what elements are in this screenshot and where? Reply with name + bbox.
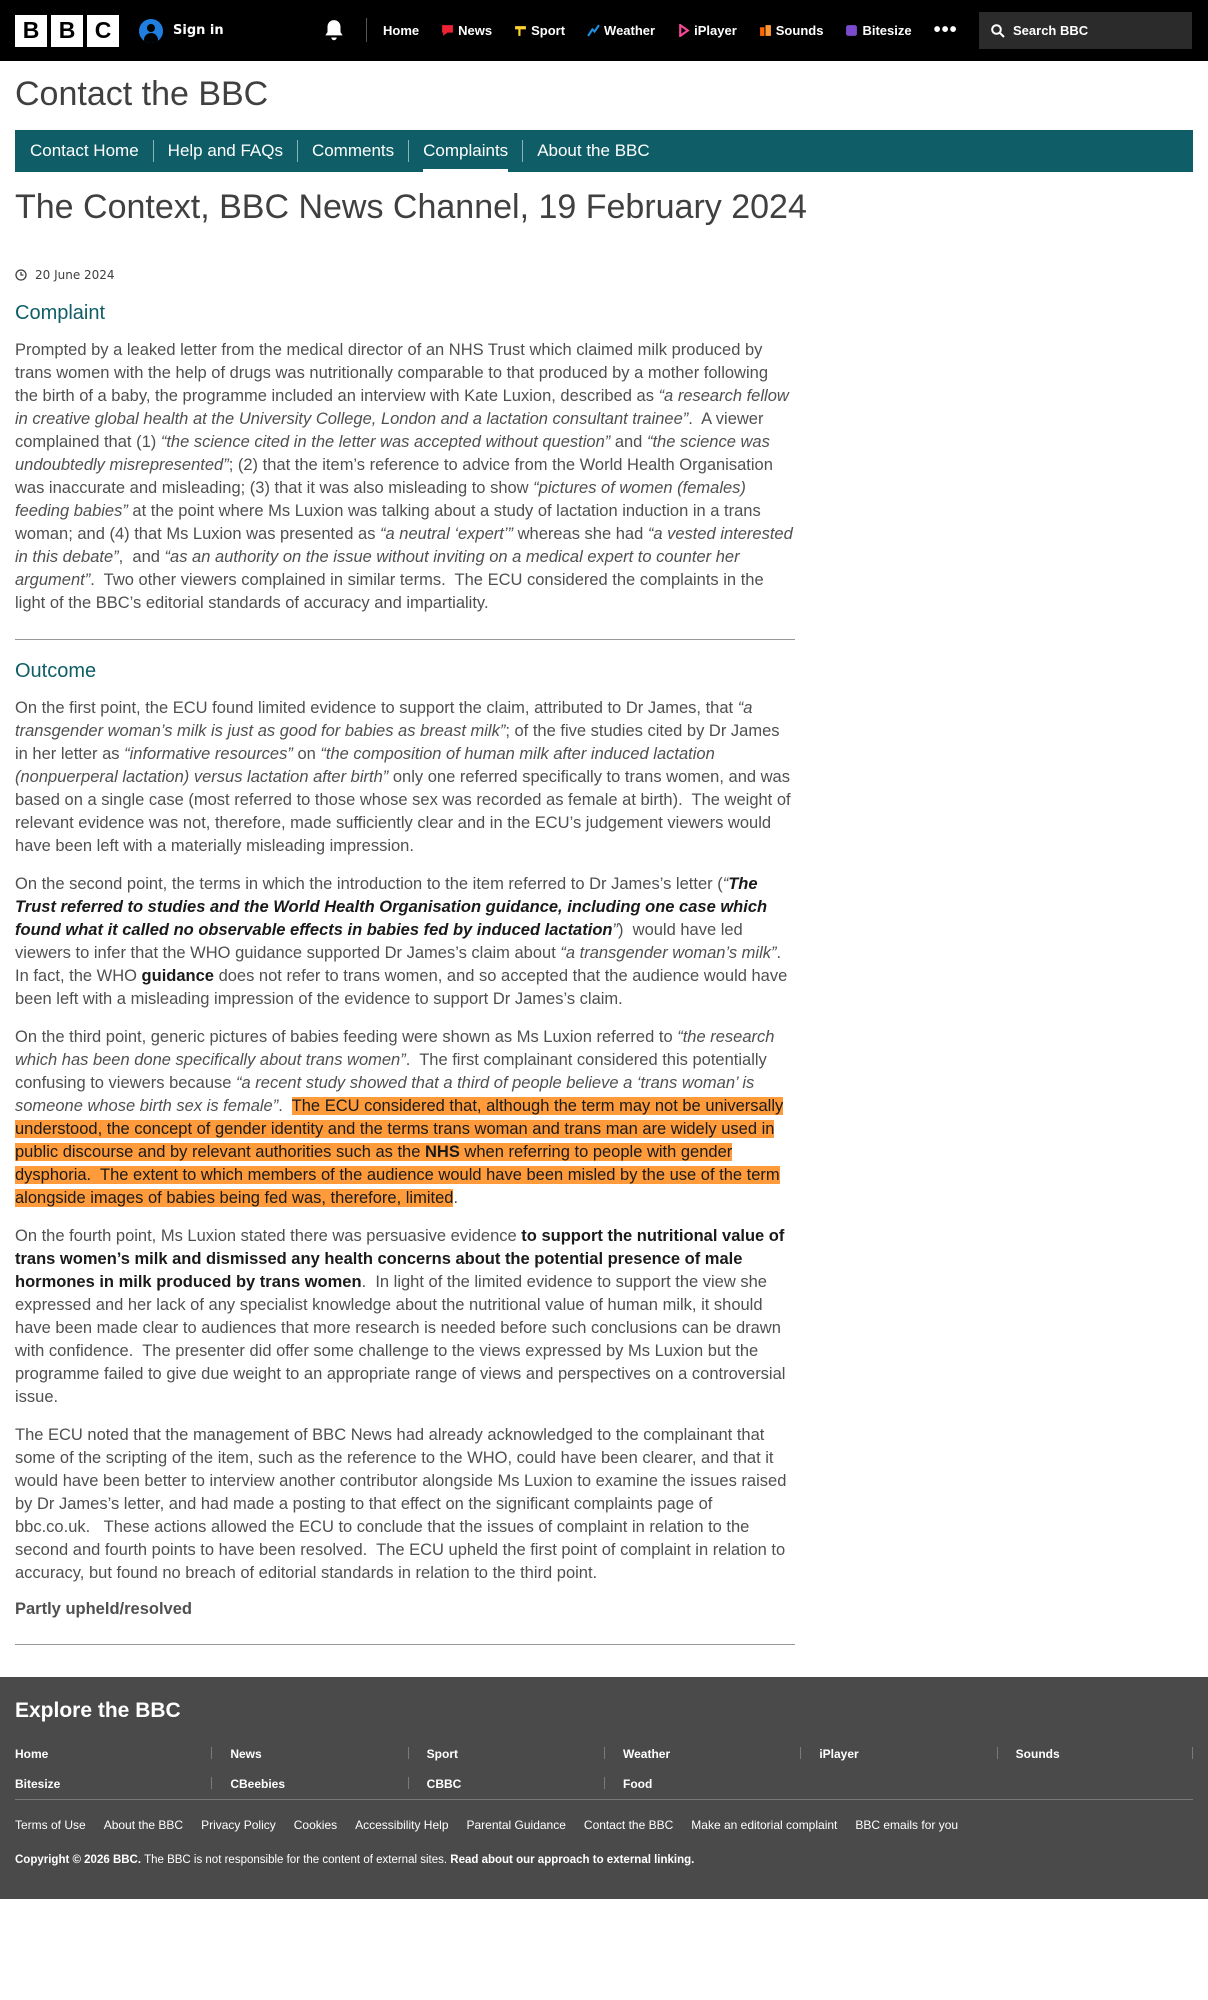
footer-link-parental[interactable]: Parental Guidance (466, 1818, 566, 1832)
footer-link-about[interactable]: About the BBC (103, 1818, 184, 1832)
explore-sport[interactable]: Sport (408, 1747, 604, 1759)
subnav-about-bbc[interactable]: About the BBC (537, 141, 650, 160)
nav-iplayer[interactable] (677, 23, 737, 38)
masthead (0, 0, 1208, 61)
explore-bitesize[interactable]: Bitesize (15, 1777, 61, 1791)
article-body (15, 302, 795, 1645)
explore-cbeebies[interactable]: CBeebies (211, 1777, 407, 1789)
explore-empty (997, 1777, 1193, 1789)
publish-date (15, 268, 1193, 282)
footer-link-emails[interactable]: BBC emails for you (855, 1818, 959, 1832)
footer-link-contact[interactable]: Contact the BBC (583, 1818, 674, 1832)
subnav-contact-home[interactable]: Contact Home (30, 140, 154, 162)
footer-link-cookies[interactable]: Cookies (293, 1818, 338, 1832)
highlighted-text: The ECU considered that, although the term may not be universally understood, the concept of gender identity and the terms trans woman and trans man are widely used in public discourse and by relevant authorities such as the NHS when referring to people with gender dysphoria. The extent to which members of the audience would have been misled by the use of the term alongside images of babies being fed was, therefore, limited (15, 1097, 784, 1207)
logo-letter: C (87, 15, 119, 47)
search-icon (991, 24, 1005, 38)
explore-cbbc[interactable]: CBBC (408, 1777, 604, 1789)
section-divider (15, 639, 795, 640)
news-icon (441, 24, 454, 37)
sign-in-label: Sign in (173, 23, 224, 38)
explore-home[interactable]: Home (15, 1747, 49, 1761)
sign-in-link[interactable] (139, 19, 224, 43)
search-placeholder: Search BBC (1013, 23, 1089, 38)
sounds-icon (759, 24, 772, 37)
footer-link-privacy[interactable]: Privacy Policy (201, 1818, 276, 1832)
nav-divider (366, 18, 367, 42)
nav-sport[interactable] (514, 23, 565, 38)
complaint-paragraph: Prompted by a leaked letter from the medical director of an NHS Trust which claimed milk produced by trans women with the help of drugs was nutritionally comparable to that produced by a mother following the birth of a baby, the programme included an interview with Kate Luxion, described as “a research fellow in creative global health at the University College, London and a lactation consultant trainee”. A viewer complained that (1) “the science cited in the letter was accepted without question” and “the science was undoubtedly misrepresented”; (2) that the item’s reference to advice from the World Health Organisation was inaccurate and misleading; (3) that it was also misleading to show “pictures of women (females) feeding babies” at the point where Ms Luxion was talking about a study of lactation induction in a trans woman; and (4) that Ms Luxion was presented as “a neutral ‘expert’” whereas she had “a vested interested in this debate”, and “as an authority on the issue without inviting on a medical expert to counter her argument”. Two other viewers complained in similar terms. The ECU considered the complaints in the light of the BBC’s editorial standards of accuracy and impartiality. (15, 341, 793, 612)
nav-sport-label: Sport (531, 23, 566, 38)
verdict: Partly upheld/resolved (15, 1600, 192, 1618)
nav-news-label: News (458, 23, 493, 38)
nav-bitesize[interactable] (845, 23, 911, 38)
footer-links (15, 1818, 1193, 1832)
contact-subnav (15, 130, 1193, 172)
footer (0, 1677, 1208, 1899)
copyright-text: The BBC is not responsible for the content of external sites. (144, 1854, 448, 1866)
outcome-heading: Outcome (15, 660, 97, 682)
sport-icon (514, 24, 527, 37)
iplayer-icon (677, 24, 690, 37)
clock-icon (15, 269, 27, 281)
explore-empty (800, 1777, 996, 1789)
nav-weather-label: Weather (604, 23, 656, 38)
nav-bitesize-label: Bitesize (862, 23, 912, 38)
footer-heading: Explore the BBC (15, 1699, 181, 1722)
section-divider (15, 1644, 795, 1645)
account-icon (139, 19, 163, 43)
publish-date-text: 20 June 2024 (35, 268, 115, 282)
top-navigation (383, 0, 958, 61)
outcome-paragraph-4: On the fourth point, Ms Luxion stated there was persuasive evidence to support the nutritional value of trans women’s milk and dismissed any health concerns about the potential presence of male hormones in milk produced by trans women. In light of the limited evidence to support the view she expressed and her lack of any specialist knowledge about the nutritional value of human milk, it should have been made clear to audiences that more research is needed before such conclusions can be drawn with confidence. The presenter did offer some challenge to the views expressed by Ms Luxion but the programme failed to give due weight to an appropriate range of views and perspectives on a controversial issue. (15, 1227, 786, 1406)
weather-icon (587, 24, 600, 37)
subnav-comments[interactable]: Comments (298, 140, 409, 162)
explore-news[interactable]: News (211, 1747, 407, 1759)
nav-home-label: Home (383, 23, 420, 38)
explore-iplayer[interactable]: iPlayer (800, 1747, 996, 1759)
nav-news[interactable] (441, 23, 492, 38)
notifications-bell-icon[interactable] (321, 18, 347, 44)
more-menu-button[interactable]: ••• (933, 19, 958, 41)
bbc-logo[interactable] (15, 15, 119, 47)
subnav-complaints[interactable]: Complaints (409, 140, 523, 162)
copyright-bold: Copyright © 2026 BBC. (15, 1854, 142, 1866)
footer-link-terms[interactable]: Terms of Use (15, 1818, 86, 1832)
nav-iplayer-label: iPlayer (694, 23, 737, 38)
copyright (15, 1854, 1193, 1866)
nav-sounds[interactable] (759, 23, 824, 38)
outcome-paragraph-5: The ECU noted that the management of BBC News had already acknowledged to the complainant that some of the scripting of the item, such as the reference to the WHO, could have been clearer, and that it would have been better to interview another contributor alongside Ms Luxion to examine the issues raised by Dr James’s letter, and had made a posting to that effect on the significant complaints page of bbc.co.uk. These actions allowed the ECU to conclude that the issues of complaint in relation to the second and fourth points to have been resolved. The ECU upheld the first point of complaint in relation to accuracy, but found no breach of editorial standards in relation to the third point. (15, 1426, 787, 1582)
complaint-heading: Complaint (15, 302, 106, 324)
outcome-paragraph-1: On the first point, the ECU found limited evidence to support the claim, attributed to Dr James, that “a transgender woman’s milk is just as good for babies as breast milk”; of the five studies cited by Dr James in her letter as “informative resources” on “the composition of human milk after induced lactation (nonpuerperal lactation) versus lactation after birth” only one referred specifically to trans women, and was based on a single case (most referred to those whose sex was recorded as female at birth). The weight of relevant evidence was not, therefore, made sufficiently clear and in the ECU’s judgement viewers would have been left with a materially misleading impression. (15, 699, 791, 855)
search-input[interactable] (979, 12, 1192, 49)
explore-sounds[interactable]: Sounds (997, 1747, 1193, 1759)
nav-sounds-label: Sounds (775, 23, 824, 38)
subnav-help-faqs[interactable]: Help and FAQs (154, 140, 298, 162)
page-title: The Context, BBC News Channel, 19 February 2024 (15, 188, 807, 226)
footer-link-complaint[interactable]: Make an editorial complaint (691, 1818, 838, 1832)
external-linking-link[interactable]: Read about our approach to external linking. (450, 1854, 695, 1866)
nav-home[interactable] (383, 23, 419, 38)
bitesize-icon (845, 24, 858, 37)
explore-grid (15, 1747, 1193, 1800)
nav-weather[interactable] (587, 23, 655, 38)
explore-food[interactable]: Food (604, 1777, 800, 1789)
logo-letter: B (15, 15, 47, 47)
logo-letter: B (51, 15, 83, 47)
outcome-paragraph-2: On the second point, the terms in which the introduction to the item referred to Dr James’s letter (“The Trust referred to studies and the World Health Organisation guidance, including one case which found what it called no observable effects in babies fed by induced lactation”) would have led viewers to infer that the WHO guidance supported Dr James’s claim about “a transgender woman’s milk”. In fact, the WHO guidance does not refer to trans women, and so accepted that the audience would have been left with a misleading impression of the evidence to support Dr James’s claim. (15, 875, 788, 1008)
contact-title: Contact the BBC (15, 75, 269, 113)
outcome-paragraph-3: On the third point, generic pictures of babies feeding were shown as Ms Luxion referred to “the research which has been done specifically about trans women”. The first complainant considered this potentially confusing to viewers because “a recent study showed that a third of people believe a ‘trans woman’ is someone whose birth sex is female”. The ECU considered that, although the term may not be universally understood, the concept of gender identity and the terms trans woman and trans man are widely used in public discourse and by relevant authorities such as the NHS when referring to people with gender dysphoria. The extent to which members of the audience would have been misled by the use of the term alongside images of babies being fed was, therefore, limited. (15, 1028, 784, 1207)
explore-weather[interactable]: Weather (604, 1747, 800, 1759)
footer-link-accessibility[interactable]: Accessibility Help (355, 1818, 449, 1832)
